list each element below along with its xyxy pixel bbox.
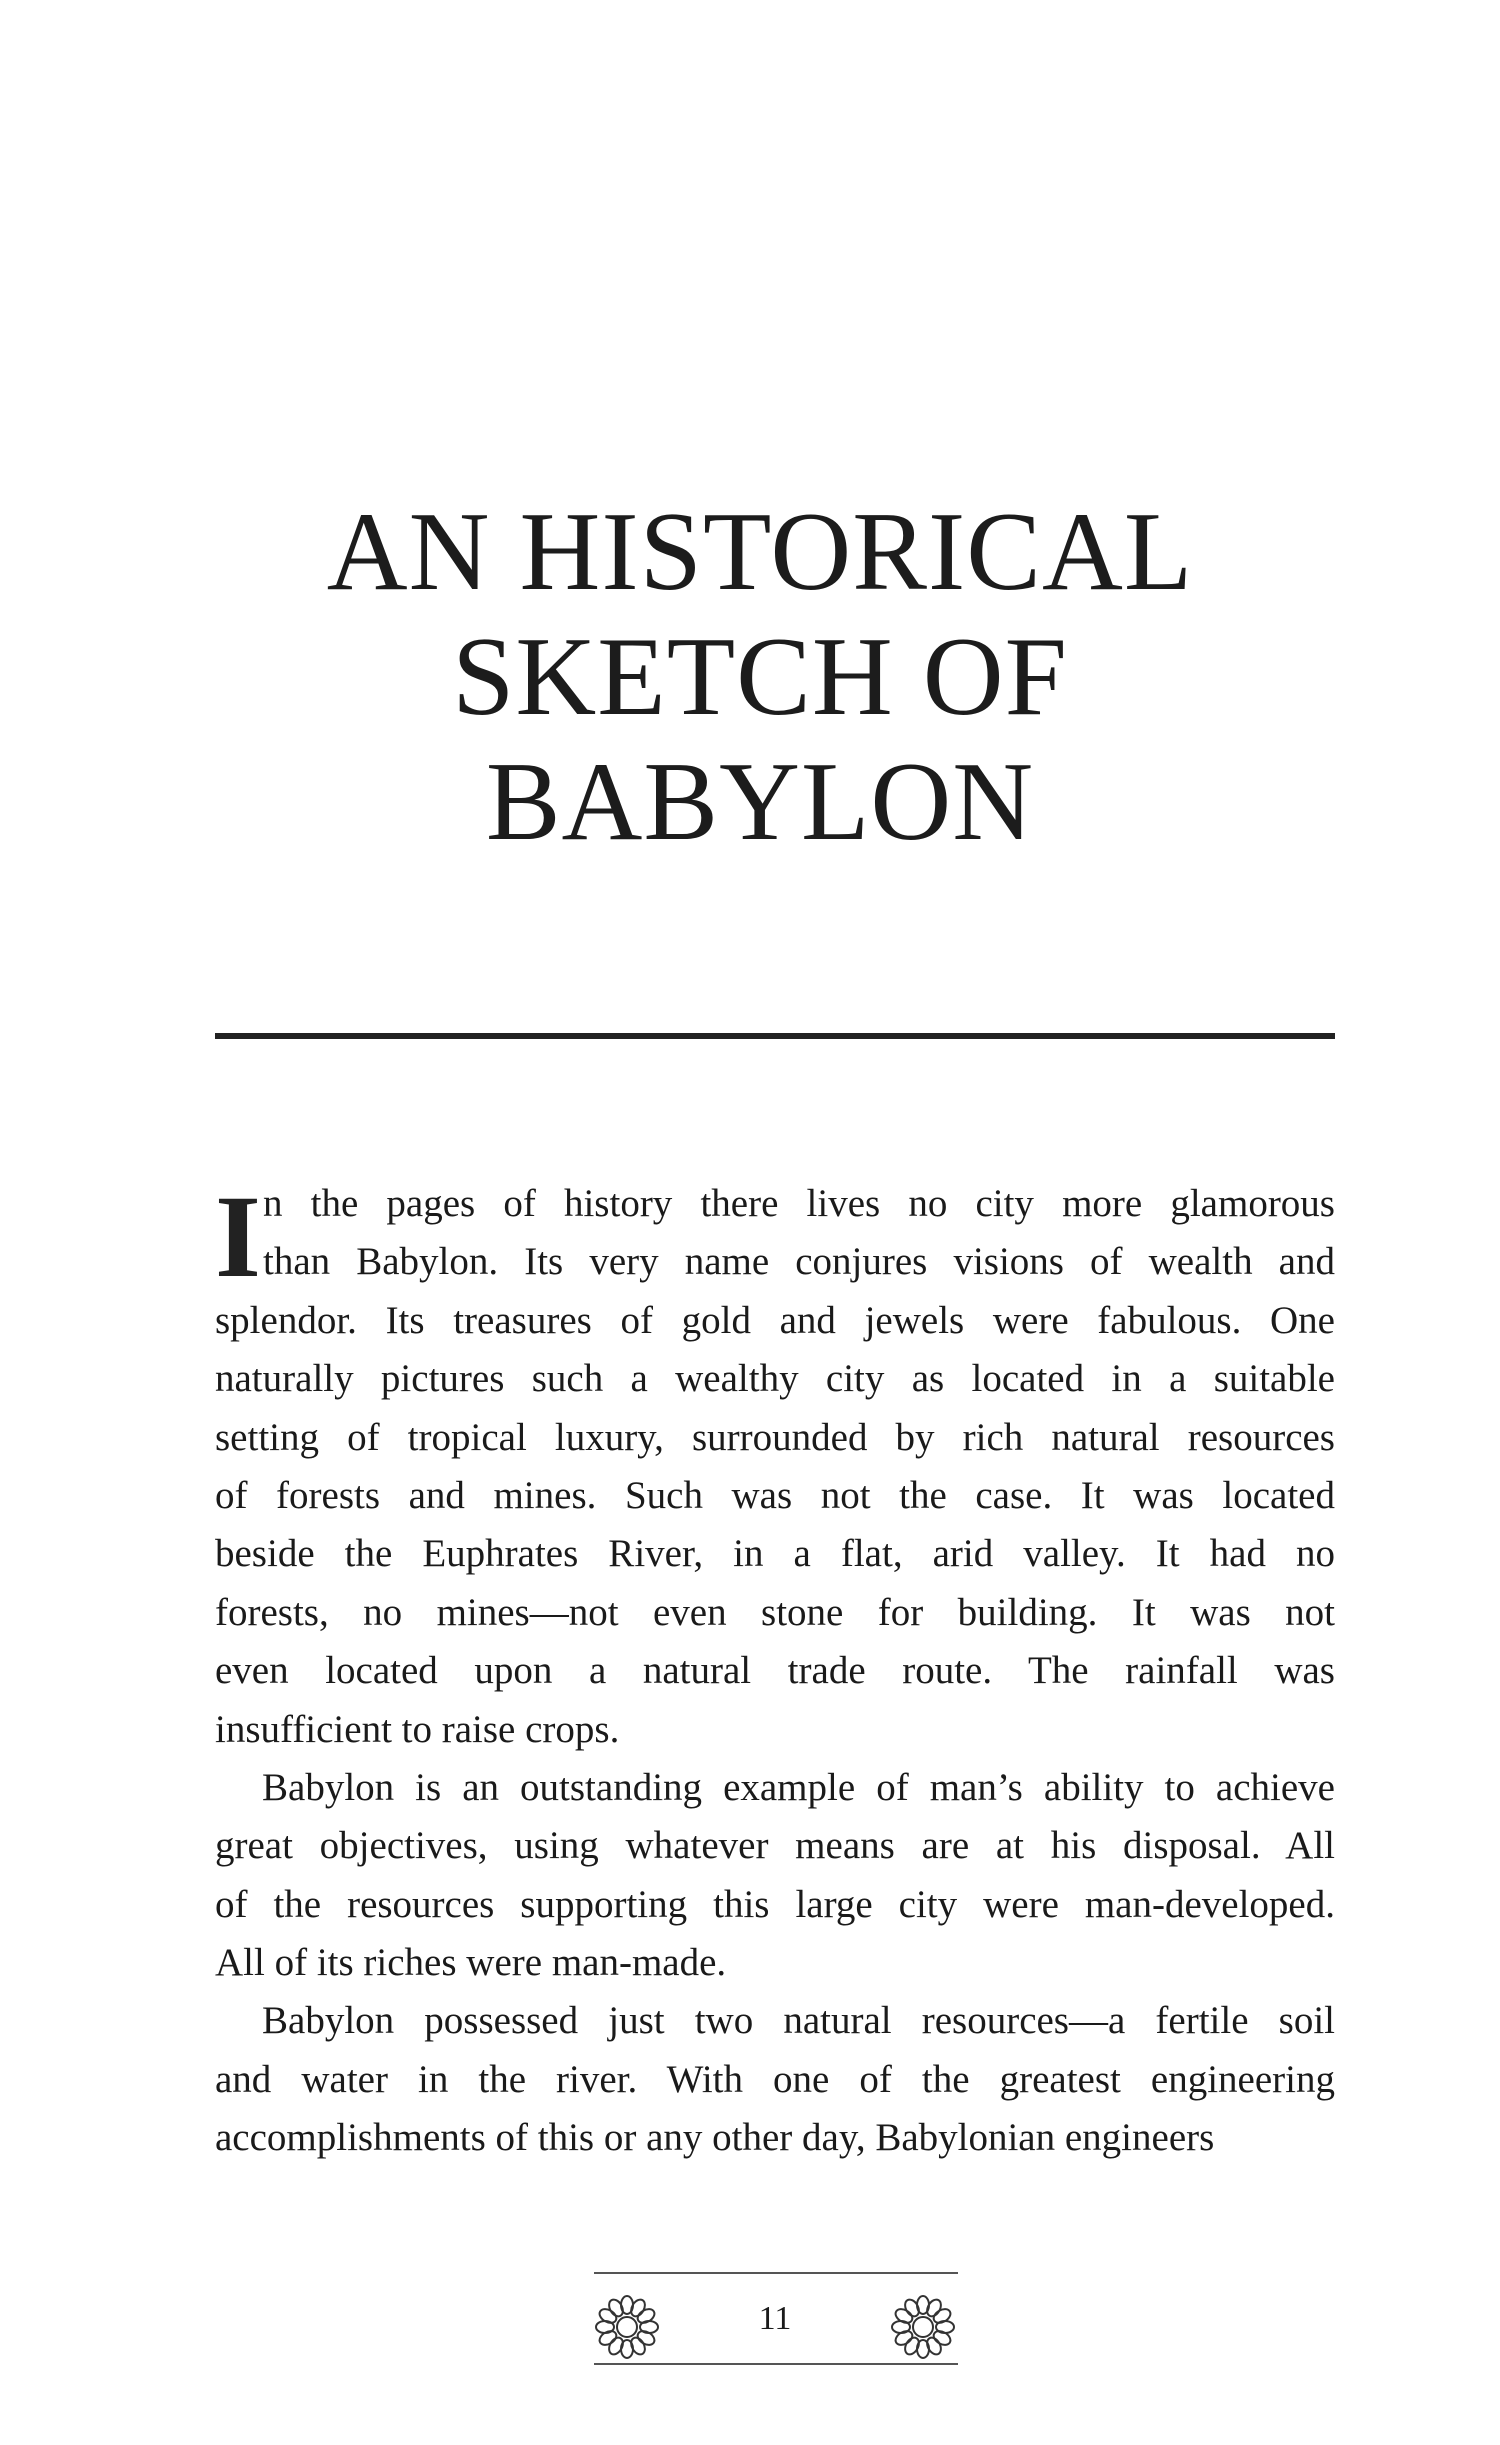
text-line: All of its riches were man-made.	[215, 1941, 727, 1985]
body-text	[215, 1171, 1335, 2168]
rosette-icon	[592, 2292, 662, 2362]
text-line: great objectives, using whatever means are at his disposal. All	[215, 1824, 1335, 1868]
text-line: forests, no mines—not even stone for building. It was not	[215, 1590, 1335, 1634]
text-line: n the pages of history there lives no city more glamorous	[263, 1182, 1335, 1225]
text-line: of forests and mines. Such was not the case. It was located	[215, 1473, 1335, 1517]
text-line: accomplishments of this or any other day, Babylonian engineers	[215, 2116, 1215, 2160]
text-line: setting of tropical luxury, surrounded by rich natural resources	[215, 1415, 1335, 1459]
page-number: 11	[758, 2300, 792, 2337]
chapter-title	[0, 490, 1500, 865]
footer-rule-bottom	[594, 2363, 958, 2365]
text-line: beside the Euphrates River, in a flat, arid valley. It had no	[215, 1532, 1335, 1576]
rosette-icon	[888, 2292, 958, 2362]
text-line: and water in the river. With one of the greatest engineering	[215, 2057, 1335, 2101]
text-line: Babylon possessed just two natural resources—a fertile soil	[262, 1999, 1335, 2043]
text-line: even located upon a natural trade route. The rainfall was	[215, 1649, 1335, 1693]
text-line: Babylon is an outstanding example of man’s ability to achieve	[262, 1765, 1335, 1809]
chapter-title-line: SKETCH OF	[452, 615, 1068, 739]
chapter-title-line: AN HISTORICAL	[326, 490, 1194, 614]
text-line: naturally pictures such a wealthy city as located in a suitable	[215, 1357, 1335, 1401]
text-line: than Babylon. Its very name conjures visions of wealth and	[263, 1240, 1335, 1284]
text-line: splendor. Its treasures of gold and jewels were fabulous. One	[215, 1298, 1335, 1342]
footer-rule-top	[594, 2272, 958, 2274]
drop-cap: I	[215, 1171, 261, 1302]
chapter-title-line: BABYLON	[485, 740, 1035, 864]
text-line: of the resources supporting this large city were man-developed.	[215, 1882, 1335, 1926]
text-line: insufficient to raise crops.	[215, 1707, 620, 1751]
title-divider	[215, 1033, 1335, 1039]
